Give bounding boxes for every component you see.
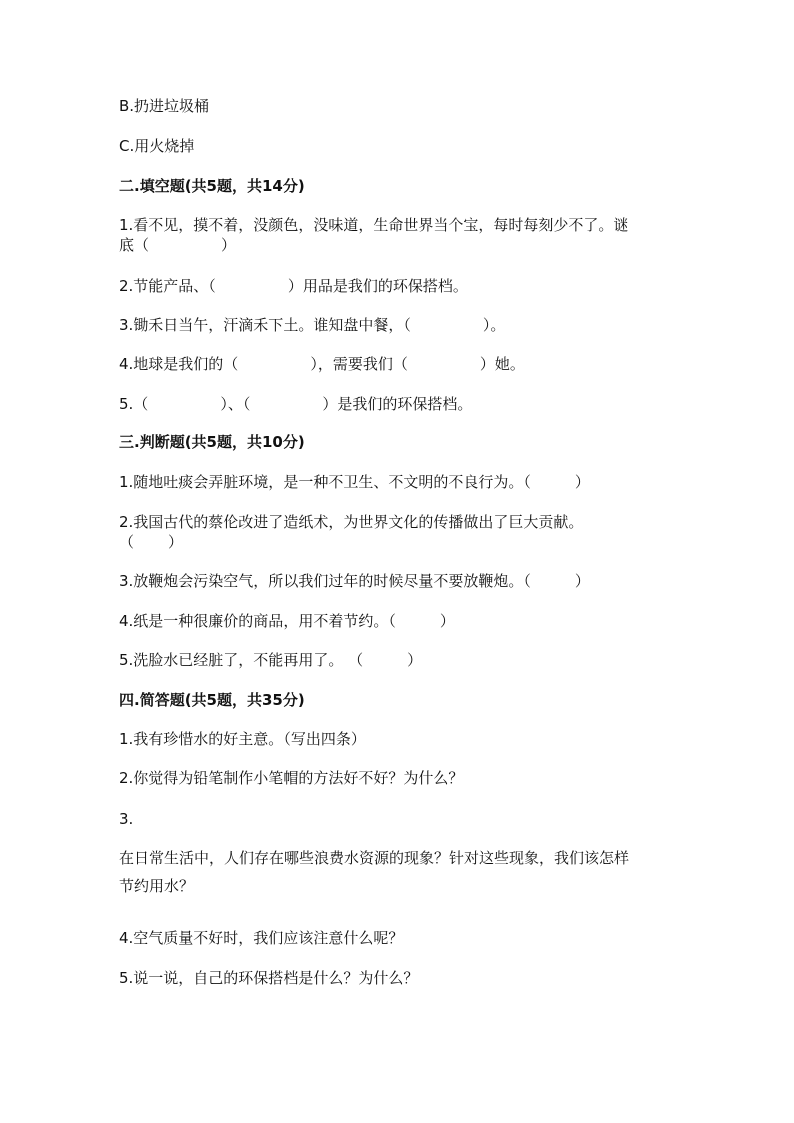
fill-q4-prefix: 4.地球是我们的（	[119, 355, 239, 373]
short-q3-number: 3.	[119, 810, 134, 828]
option-c: C.用火烧掉	[119, 137, 195, 155]
fill-q1-prefix: 底（	[119, 236, 150, 254]
fill-q5	[119, 394, 679, 414]
option-b: B.扔进垃圾桶	[119, 97, 210, 115]
fill-q4	[119, 354, 679, 374]
judge-q3-text: 3.放鞭炮会污染空气，所以我们过年的时候尽量不要放鞭炮。（	[119, 572, 531, 590]
fill-q4-middle: ），需要我们（	[310, 355, 408, 373]
fill-q2	[119, 276, 679, 296]
section-short-answer-title: 四.简答题(共5题，共35分)	[119, 691, 305, 709]
judge-close-paren: ）	[574, 572, 590, 590]
judge-close-paren: ）	[574, 473, 590, 491]
judge-q5	[119, 650, 679, 670]
fill-q5-prefix: 5.（	[119, 395, 149, 413]
short-q3-line1: 在日常生活中，人们存在哪些浪费水资源的现象？针对这些现象，我们该怎样	[119, 849, 630, 867]
short-q4: 4.空气质量不好时，我们应该注意什么呢？	[119, 929, 404, 947]
judge-q3	[119, 571, 679, 591]
judge-q2-open-paren: （	[119, 533, 135, 551]
fill-q4-suffix: ）她。	[479, 355, 525, 373]
judge-close-paren: ）	[168, 533, 184, 551]
judge-q4	[119, 611, 679, 631]
judge-q2-line2	[119, 532, 679, 552]
fill-q5-middle: ）、（	[220, 395, 251, 413]
fill-q1-suffix: ）	[221, 236, 237, 254]
short-q2: 2.你觉得为铅笔制作小笔帽的方法好不好？为什么？	[119, 769, 464, 787]
short-q5: 5.说一说，自己的环保搭档是什么？为什么？	[119, 969, 419, 987]
judge-close-paren: ）	[407, 651, 423, 669]
fill-q1-line2	[119, 235, 679, 255]
judge-q1-text: 1.随地吐痰会弄脏环境，是一种不卫生、不文明的不良行为。（	[119, 473, 531, 491]
fill-q2-suffix: ）用品是我们的环保搭档。	[287, 277, 468, 295]
section-judge-title: 三.判断题(共5题，共10分)	[119, 433, 305, 451]
judge-q2-line1: 2.我国古代的蔡伦改进了造纸术，为世界文化的传播做出了巨大贡献。	[119, 513, 584, 531]
short-q1: 1.我有珍惜水的好主意。（写出四条）	[119, 730, 366, 748]
short-q3-line2: 节约用水？	[119, 877, 195, 895]
fill-q3	[119, 315, 679, 335]
fill-q1-line1: 1.看不见，摸不着，没颜色，没味道，生命世界当个宝，每时每刻少不了。谜	[119, 216, 629, 234]
judge-q5-text: 5.洗脸水已经脏了，不能再用了。 （	[119, 651, 364, 669]
fill-q2-prefix: 2.节能产品、（	[119, 277, 216, 295]
judge-close-paren: ）	[439, 612, 455, 630]
fill-q3-prefix: 3.锄禾日当午，汗滴禾下土。谁知盘中餐，（	[119, 316, 411, 334]
fill-q5-suffix: ）是我们的环保搭档。	[322, 395, 473, 413]
fill-q3-suffix: ）。	[482, 316, 506, 334]
section-fill-blank-title: 二.填空题(共5题，共14分)	[119, 177, 305, 195]
judge-q4-text: 4.纸是一种很廉价的商品，用不着节约。（	[119, 612, 396, 630]
judge-q1	[119, 472, 679, 492]
